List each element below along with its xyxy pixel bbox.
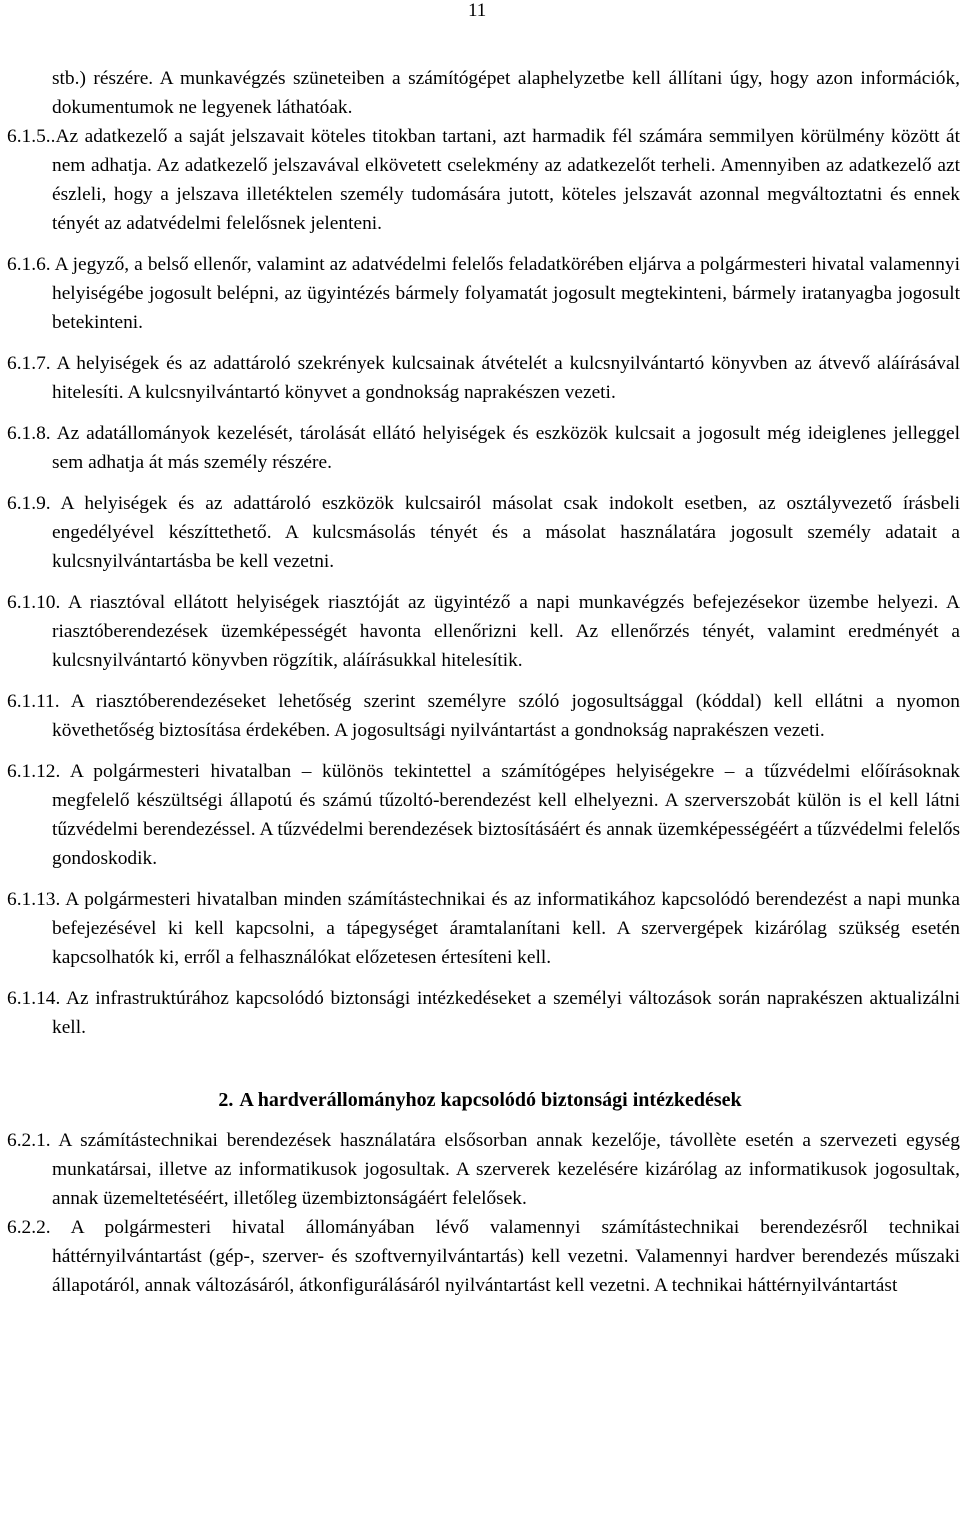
paragraph-number: 6.1.6.	[7, 254, 51, 275]
paragraph-text: A helyiségek és az adattároló szekrények kulcsainak átvételét a kulcsnyilvántartó könyvben az átvevő aláírásával hitelesíti. A kulcsnyilvántartó könyvet a gondnokság naprakészen vezeti.	[52, 353, 960, 403]
paragraph-number: 6.1.11.	[7, 691, 60, 712]
paragraph-number: 6.1.7.	[7, 353, 51, 374]
paragraph-6-2-1	[0, 1126, 960, 1213]
paragraph-6-1-6	[0, 250, 960, 337]
paragraph-text: A riasztóberendezéseket lehetőség szerint személyre szóló jogosultsággal (kóddal) kell ellátni a nyomon követhetőség biztosítása érdekében. A jogosultsági nyilvántartást a gondnokság naprakészen vezeti.	[52, 691, 960, 741]
paragraph-text: A polgármesteri hivatal állományában lévő valamennyi számítástechnikai berendezésről technikai háttérnyilvántartást (gép-, szerver- és szoftvernyilvántartás) kell vezetni. Valamennyi hardver berendezés műszaki állapotáról, annak változásáról, átkonfigurálásáról nyilvántartást kell vezetni. A technikai háttérnyilvántartást	[52, 1217, 960, 1296]
paragraph-number: 6.1.5.	[7, 126, 51, 147]
paragraph-number: 6.2.2.	[7, 1217, 51, 1238]
paragraph-continuation: stb.) részére. A munkavégzés szüneteiben a számítógépet alaphelyzetbe kell állítani úgy, hogy azon információk, dokumentumok ne legyenek láthatóak.	[52, 68, 960, 118]
paragraph-number: 6.1.12.	[7, 761, 61, 782]
paragraph-text: A polgármesteri hivatalban minden számítástechnikai és az informatikához kapcsolódó berendezést a napi munka befejezésével ki kell kapcsolni, a tápegységet áramtalanítani kell. A szervergépek kizárólag szükség esetén kapcsolhatók ki, erről a felhasználókat előzetesen értesíteni kell.	[52, 889, 960, 968]
paragraph-6-1-10	[0, 588, 960, 675]
paragraph-text: A riasztóval ellátott helyiségek riasztóját az ügyintéző a napi munkavégzés befejezésekor üzembe helyezi. A riasztóberendezések üzemképességét havonta ellenőrizni kell. Az ellenőrzés tényét, valamint eredményét a kulcsnyilvántartó könyvben rögzítik, aláírásukkal hitelesítik.	[52, 592, 960, 671]
section-number: 2.	[218, 1089, 234, 1111]
paragraph-6-1-7	[0, 349, 960, 407]
paragraph-text: A számítástechnikai berendezések használatára elsősorban annak kezelője, távollète esetén a szervezeti egység munkatársai, illetve az informatikusok jogosultak. A szerverek kezelésére kizárólag az informatikusok jogosultak, annak üzemeltetéséért, illetőleg üzembiztonságáért felelősek.	[52, 1130, 960, 1209]
section-heading	[0, 1086, 960, 1114]
paragraph-6-1-9	[0, 489, 960, 576]
paragraph-number: 6.1.9.	[7, 493, 51, 514]
paragraph-6-2-2	[0, 1213, 960, 1300]
paragraph-number: 6.1.13.	[7, 889, 61, 910]
paragraph-text: A jegyző, a belső ellenőr, valamint az adatvédelmi felelős feladatkörében eljárva a polgármesteri hivatal valamennyi helyiségébe jogosult belépni, az ügyintézés bármely folyamatát jogosult megtekinteni, bármely iratanyagba jogosult betekinteni.	[52, 254, 960, 333]
paragraph-text: .Az adatkezelő a saját jelszavait köteles titokban tartani, azt harmadik fél számára semmilyen körülmény között át nem adhatja. Az adatkezelő jelszavával elkövetett cselekmény az adatkezelőt terheli. Amennyiben az adatkezelő azt észleli, hogy a jelszava illetéktelen személy tudomására jutott, köteles jelszavát azonnal megváltoztatni és ennek tényét az adatvédelmi felelősnek jelenteni.	[50, 126, 960, 234]
section-title: A hardverállományhoz kapcsolódó biztonsági intézkedések	[239, 1089, 742, 1111]
paragraph-number: 6.1.8.	[7, 423, 51, 444]
paragraph-6-1-8	[0, 419, 960, 477]
paragraph-text: A polgármesteri hivatalban – különös tekintettel a számítógépes helyiségekre – a tűzvédelmi előírásoknak megfelelő készültségi állapotú és számú tűzoltó-berendezést kell elhelyezni. A szerverszobát külön is el kell látni tűzvédelmi berendezéssel. A tűzvédelmi berendezések biztosításáért és annak üzemképességéért a tűzvédelmi felelős gondoskodik.	[52, 761, 960, 869]
paragraph-6-1-12	[0, 757, 960, 873]
paragraph-text: A helyiségek és az adattároló eszközök kulcsairól másolat csak indokolt esetben, az osztályvezető írásbeli engedélyével készíttethető. A kulcsmásolás tényét és a másolat használatára jogosult személy adatait a kulcsnyilvántartásba be kell vezetni.	[52, 493, 960, 572]
page-number: 11	[468, 0, 487, 21]
paragraph-6-1-11	[0, 687, 960, 745]
document-body	[0, 64, 960, 1300]
paragraph-6-1-13	[0, 885, 960, 972]
paragraph-number: 6.2.1.	[7, 1130, 51, 1151]
paragraph-text: Az adatállományok kezelését, tárolását ellátó helyiségek és eszközök kulcsait a jogosult még ideiglenes jelleggel sem adhatja át más személy részére.	[52, 423, 960, 473]
paragraph-number: 6.1.10.	[7, 592, 61, 613]
paragraph-text: Az infrastruktúrához kapcsolódó biztonsági intézkedéseket a személyi változások során naprakészen aktualizálni kell.	[52, 988, 960, 1038]
paragraph-6-1-5	[0, 122, 960, 238]
paragraph-6-1-14	[0, 984, 960, 1042]
paragraph-number: 6.1.14.	[7, 988, 61, 1009]
